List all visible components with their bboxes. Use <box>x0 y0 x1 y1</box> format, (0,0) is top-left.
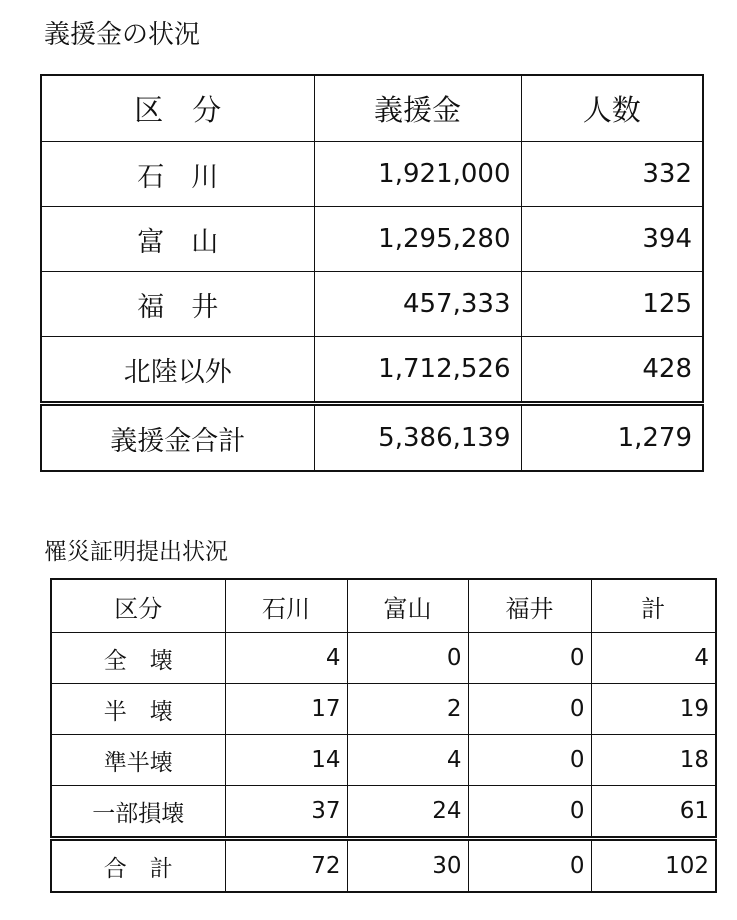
header-total: 計 <box>591 579 716 633</box>
total-row <box>41 404 703 472</box>
total-toyama: 30 <box>347 839 468 893</box>
row-label: 富 山 <box>41 207 314 272</box>
certificates-table <box>50 578 717 893</box>
row-count: 394 <box>521 207 703 272</box>
row-amount: 1,712,526 <box>314 337 521 404</box>
total-fukui: 0 <box>468 839 591 893</box>
row-label: 全 壊 <box>51 633 225 684</box>
header-fukui: 福井 <box>468 579 591 633</box>
cell-total: 19 <box>591 684 716 735</box>
header-amount: 義援金 <box>314 75 521 142</box>
table-row <box>41 142 703 207</box>
row-amount: 1,921,000 <box>314 142 521 207</box>
total-row <box>51 839 716 893</box>
table-row <box>51 735 716 786</box>
total-label: 合 計 <box>51 839 225 893</box>
cell-toyama: 2 <box>347 684 468 735</box>
cell-toyama: 0 <box>347 633 468 684</box>
row-count: 125 <box>521 272 703 337</box>
row-label: 石 川 <box>41 142 314 207</box>
total-count: 1,279 <box>521 404 703 472</box>
cell-total: 4 <box>591 633 716 684</box>
cell-fukui: 0 <box>468 735 591 786</box>
header-ishikawa: 石川 <box>225 579 347 633</box>
row-label: 準半壊 <box>51 735 225 786</box>
cell-ishikawa: 4 <box>225 633 347 684</box>
row-label: 北陸以外 <box>41 337 314 404</box>
table-row <box>51 633 716 684</box>
table-row <box>51 786 716 839</box>
header-category: 区分 <box>51 579 225 633</box>
cell-fukui: 0 <box>468 684 591 735</box>
row-count: 332 <box>521 142 703 207</box>
cell-fukui: 0 <box>468 786 591 839</box>
table-row <box>41 207 703 272</box>
row-label: 半 壊 <box>51 684 225 735</box>
cell-fukui: 0 <box>468 633 591 684</box>
table-row <box>51 684 716 735</box>
total-ishikawa: 72 <box>225 839 347 893</box>
cell-ishikawa: 17 <box>225 684 347 735</box>
donations-title: 義援金の状況 <box>44 20 201 50</box>
cell-toyama: 24 <box>347 786 468 839</box>
table-header-row <box>41 75 703 142</box>
row-label: 一部損壊 <box>51 786 225 839</box>
total-amount: 5,386,139 <box>314 404 521 472</box>
cell-toyama: 4 <box>347 735 468 786</box>
table-row <box>41 272 703 337</box>
cell-ishikawa: 14 <box>225 735 347 786</box>
table-row <box>41 337 703 404</box>
header-toyama: 富山 <box>347 579 468 633</box>
row-count: 428 <box>521 337 703 404</box>
row-amount: 457,333 <box>314 272 521 337</box>
certificates-title: 罹災証明提出状況 <box>44 539 228 565</box>
cell-total: 61 <box>591 786 716 839</box>
donations-table <box>40 74 704 472</box>
cell-total: 18 <box>591 735 716 786</box>
table-header-row <box>51 579 716 633</box>
total-label: 義援金合計 <box>41 404 314 472</box>
header-category: 区 分 <box>41 75 314 142</box>
cell-ishikawa: 37 <box>225 786 347 839</box>
total-sum: 102 <box>591 839 716 893</box>
header-count: 人数 <box>521 75 703 142</box>
row-amount: 1,295,280 <box>314 207 521 272</box>
row-label: 福 井 <box>41 272 314 337</box>
